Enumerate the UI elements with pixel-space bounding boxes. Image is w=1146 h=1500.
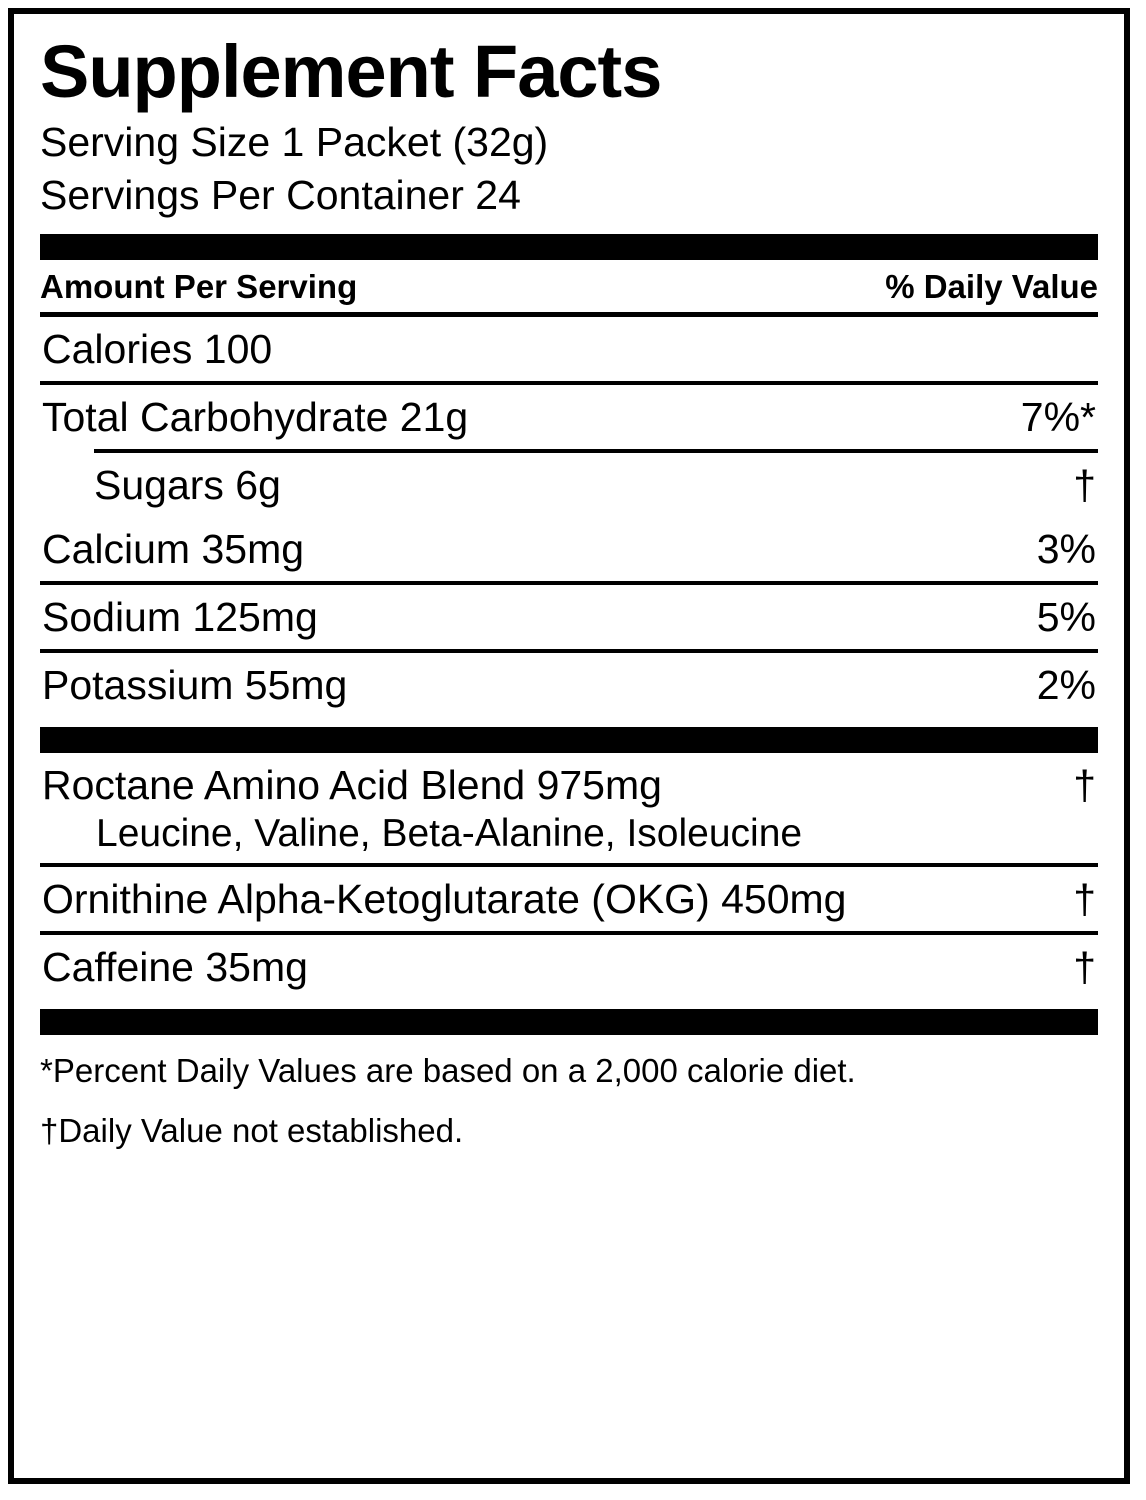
nutrient-name: Calcium 35mg bbox=[42, 526, 305, 572]
nutrient-name: Potassium 55mg bbox=[42, 662, 348, 708]
nutrient-dv: † bbox=[1073, 944, 1096, 990]
servings-per-container-text: Servings Per Container 24 bbox=[40, 172, 521, 218]
divider-bar-bottom bbox=[40, 1009, 1098, 1035]
table-row bbox=[40, 517, 1098, 585]
nutrient-dv: † bbox=[1073, 462, 1096, 508]
table-row bbox=[40, 653, 1098, 717]
nutrient-dv: 5% bbox=[1036, 594, 1096, 640]
page-title: Supplement Facts bbox=[40, 30, 662, 113]
divider-bar-middle bbox=[40, 727, 1098, 753]
table-row bbox=[94, 449, 1098, 517]
table-row bbox=[40, 585, 1098, 653]
footnote-daily-values: *Percent Daily Values are based on a 2,000 calorie diet. bbox=[40, 1052, 856, 1089]
footnote-not-established: †Daily Value not established. bbox=[40, 1112, 464, 1149]
blend-ingredients: Leucine, Valine, Beta-Alanine, Isoleucine bbox=[96, 812, 803, 855]
column-headers bbox=[40, 260, 1098, 317]
table-row bbox=[40, 385, 1098, 449]
nutrient-name: Calories 100 bbox=[42, 326, 273, 372]
blend-dv: † bbox=[1073, 762, 1096, 808]
nutrient-dv: † bbox=[1073, 876, 1096, 922]
nutrient-name: Ornithine Alpha-Ketoglutarate (OKG) 450mg bbox=[42, 876, 847, 922]
nutrient-dv: 2% bbox=[1036, 662, 1096, 708]
nutrient-name: Sugars 6g bbox=[94, 462, 281, 508]
nutrient-name: Total Carbohydrate 21g bbox=[42, 394, 469, 440]
table-row bbox=[40, 867, 1098, 935]
supplement-facts-panel bbox=[8, 8, 1130, 1484]
divider-bar-top bbox=[40, 234, 1098, 260]
table-row bbox=[40, 935, 1098, 999]
blend-name: Roctane Amino Acid Blend 975mg bbox=[42, 762, 662, 808]
serving-size-text: Serving Size 1 Packet (32g) bbox=[40, 119, 549, 165]
column-header-amount: Amount Per Serving bbox=[40, 268, 358, 305]
table-row bbox=[40, 317, 1098, 385]
nutrient-dv: 3% bbox=[1036, 526, 1096, 572]
nutrient-name: Caffeine 35mg bbox=[42, 944, 308, 990]
nutrient-dv: 7%* bbox=[1020, 394, 1096, 440]
blend-row bbox=[40, 753, 1098, 867]
column-header-daily-value: % Daily Value bbox=[885, 268, 1098, 305]
nutrient-name: Sodium 125mg bbox=[42, 594, 318, 640]
label-content bbox=[40, 28, 1098, 1153]
